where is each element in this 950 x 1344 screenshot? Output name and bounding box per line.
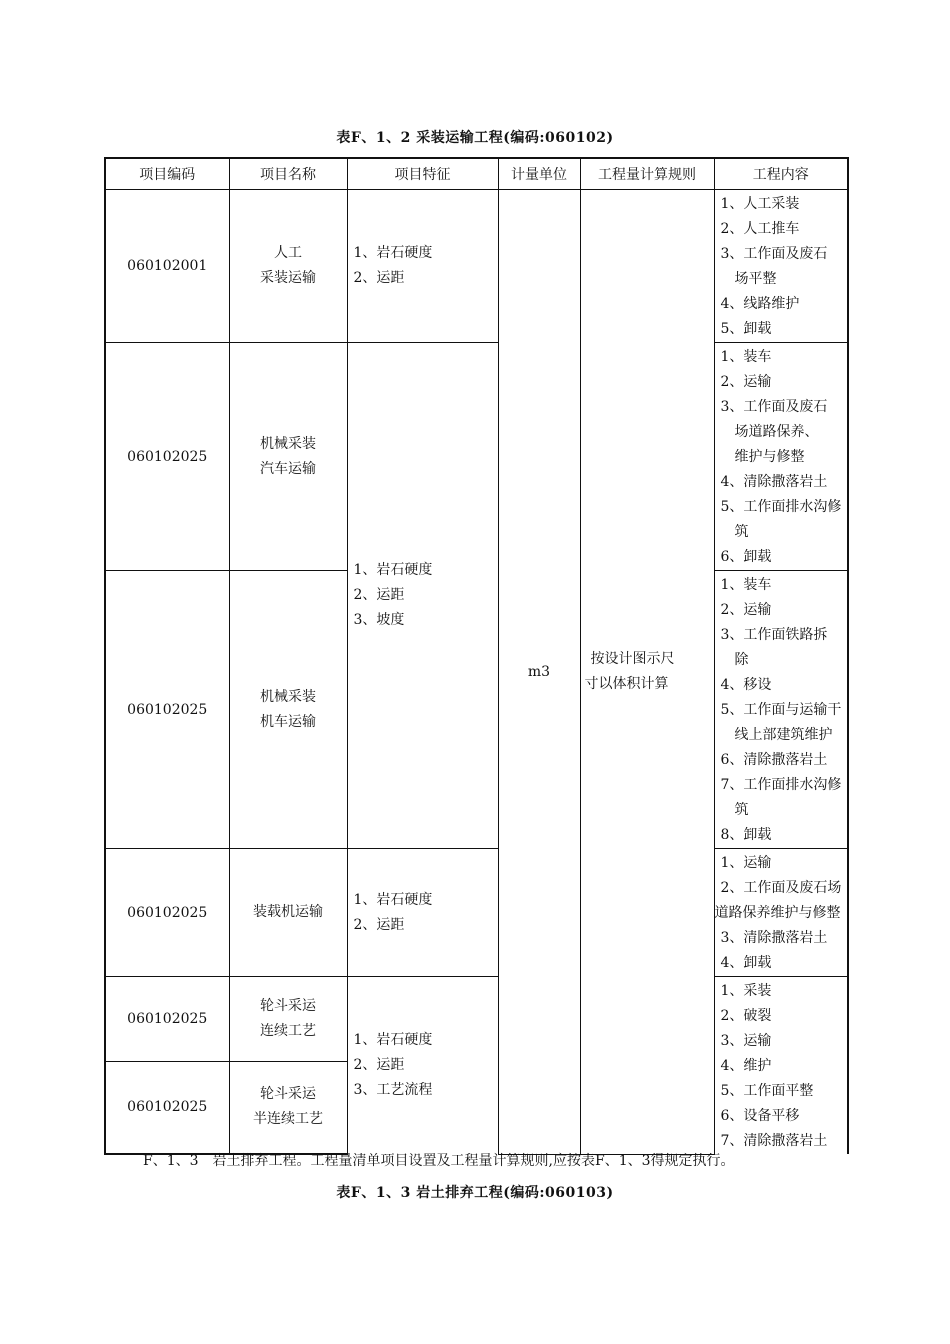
engineering-table <box>104 157 849 1155</box>
row-code: 060102025 <box>105 977 229 1062</box>
table-row <box>105 977 848 1062</box>
row-code: 060102001 <box>105 190 229 343</box>
row-code: 060102025 <box>105 1061 229 1154</box>
shared-content: 1、采装 2、破裂 3、运输 4、维护 5、工作面平整 6、设备平移 7、清除撒落岩土 <box>714 977 848 1155</box>
row-content: 1、人工采装 2、人工推车 3、工作面及废石 场平整 4、线路维护 5、卸载 <box>714 190 848 343</box>
row-content: 1、装车 2、运输 3、工作面铁路拆 除 4、移设 5、工作面与运输干 线上部建筑维护 6、清除撒落岩土 7、工作面排水沟修 筑 8、卸载 <box>714 571 848 849</box>
row-name: 轮斗采运 半连续工艺 <box>229 1061 347 1154</box>
row-features: 1、岩石硬度 2、运距 <box>347 849 498 977</box>
header-unit: 计量单位 <box>498 158 580 190</box>
table-header-row <box>105 158 848 190</box>
row-features: 1、岩石硬度 2、运距 <box>347 190 498 343</box>
row-code: 060102025 <box>105 343 229 571</box>
header-features: 项目特征 <box>347 158 498 190</box>
table-row <box>105 190 848 343</box>
row-code: 060102025 <box>105 571 229 849</box>
row-name: 人工 采装运输 <box>229 190 347 343</box>
shared-features: 1、岩石硬度 2、运距 3、工艺流程 <box>347 977 498 1155</box>
header-content: 工程内容 <box>714 158 848 190</box>
table-row <box>105 849 848 977</box>
table-caption-top: 表F、1、2 采装运输工程(编码:060102) <box>336 130 614 146</box>
section-note: F、1、3 岩土排弃工程。工程量清单项目设置及工程量计算规则,应按表F、1、3得规定执行。 <box>143 1153 735 1169</box>
table-row <box>105 343 848 571</box>
header-code: 项目编码 <box>105 158 229 190</box>
rule-cell: 按设计图示尺 寸以体积计算 <box>580 190 714 1155</box>
row-name: 装载机运输 <box>229 849 347 977</box>
row-code: 060102025 <box>105 849 229 977</box>
row-content: 1、装车 2、运输 3、工作面及废石 场道路保养、 维护与修整 4、清除撒落岩土 5、工作面排水沟修 筑 6、卸载 <box>714 343 848 571</box>
table-caption-bottom: 表F、1、3 岩土排弃工程(编码:060103) <box>336 1185 614 1201</box>
row-content: 1、运输 2、工作面及废石场 道路保养维护与修整 3、清除撒落岩土 4、卸载 <box>714 849 848 977</box>
unit-cell: m3 <box>498 190 580 1155</box>
header-name: 项目名称 <box>229 158 347 190</box>
header-rule: 工程量计算规则 <box>580 158 714 190</box>
shared-features: 1、岩石硬度 2、运距 3、坡度 <box>347 343 498 849</box>
row-name: 机械采装 机车运输 <box>229 571 347 849</box>
row-name: 机械采装 汽车运输 <box>229 343 347 571</box>
row-name: 轮斗采运 连续工艺 <box>229 977 347 1062</box>
